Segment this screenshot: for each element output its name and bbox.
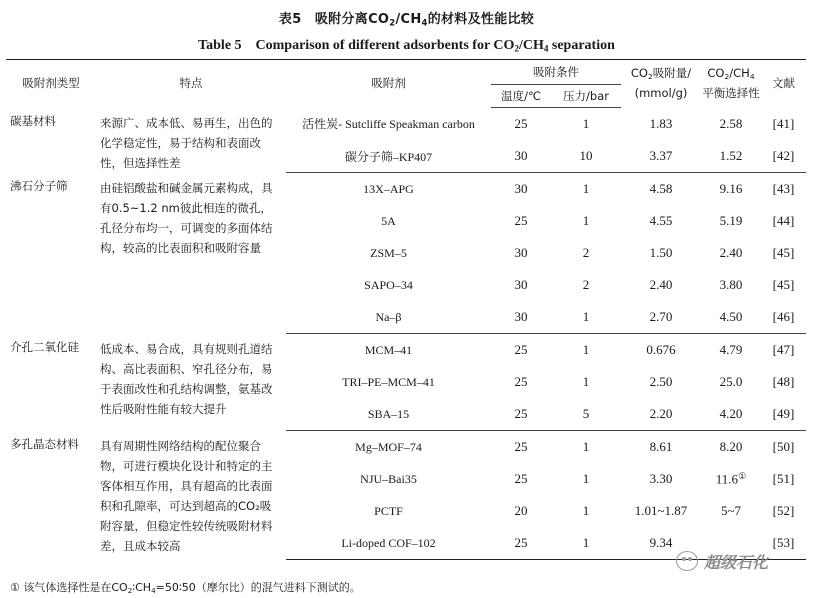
table-title-en: Table 5 Comparison of different adsorbents for $CO_2/CH_4$ separation (198, 38, 615, 54)
comparison-table (6, 59, 806, 560)
adsorbent-cell: Mg–MOF–74 (355, 439, 422, 454)
selectivity-cell: 3.80 (719, 277, 743, 292)
capacity-cell: 2.40 (649, 277, 673, 292)
ref-cell: [49] (761, 398, 806, 431)
selectivity-cell: 4.20 (701, 398, 761, 431)
features-cell: 由硅铝酸盐和碱金属元素构成，具有0.5~1.2 nm彼此相连的微孔，孔径分布均一，可调变的多面体结构，较高的比表面积和吸附容量 (100, 180, 273, 255)
watermark-text: 超级石化 (704, 552, 769, 572)
temp-cell: 25 (514, 471, 528, 486)
header-conditions: 吸附条件 (491, 60, 621, 85)
header-category: 吸附剂类型 (6, 60, 96, 108)
adsorbent-cell: PCTF (374, 503, 403, 518)
ref-cell: [42] (761, 140, 806, 173)
temp-cell: 25 (514, 116, 528, 131)
capacity-cell: 4.58 (649, 181, 673, 196)
capacity-cell: 3.37 (621, 140, 701, 173)
pressure-cell: 5 (551, 398, 621, 431)
pressure-cell: 1 (582, 213, 590, 228)
pressure-cell: 2 (582, 277, 590, 292)
ref-cell: [44] (772, 213, 795, 228)
pressure-cell: 1 (551, 527, 621, 560)
adsorbent-cell: 活性炭- Sutcliffe Speakman carbon (302, 117, 475, 132)
pressure-cell: 1 (582, 374, 590, 389)
header-reference: 文献 (761, 60, 806, 108)
ref-cell: [43] (772, 181, 795, 196)
ref-cell: [52] (772, 503, 795, 518)
footnote-marker: ① (738, 470, 747, 481)
pressure-cell: 1 (582, 116, 590, 131)
capacity-cell: 2.70 (621, 301, 701, 334)
ref-cell: [53] (761, 527, 806, 560)
features-cell: 具有周期性网络结构的配位聚合物，可进行模块化设计和特定的主客体相互作用，具有超高的比表面积和孔隙率，可达到超高的CO₂吸附容量，但稳定性较传统吸附材料差，且成本较高 (100, 438, 273, 553)
table-title-zh: 表5 吸附分离$CO_2/CH_4$的材料及性能比较 (278, 12, 535, 28)
category-cell: 碳基材料 (10, 113, 56, 128)
table-row (6, 108, 806, 141)
selectivity-cell: 25.0 (719, 374, 743, 389)
adsorbent-cell: TRI–PE–MCM–41 (342, 374, 435, 389)
wechat-icon (676, 551, 698, 571)
pressure-cell: 2 (582, 245, 590, 260)
pressure-cell: 1 (582, 181, 590, 196)
header-temperature: 温度/℃ (491, 85, 551, 108)
capacity-cell: 3.30 (649, 471, 673, 486)
ref-cell: [46] (761, 301, 806, 334)
pressure-cell: 1 (582, 503, 590, 518)
table-row (6, 334, 806, 367)
adsorbent-cell: MCM–41 (364, 342, 413, 357)
selectivity-cell: 2.58 (719, 115, 743, 131)
temp-cell: 30 (514, 181, 528, 196)
adsorbent-cell: 13X–APG (363, 181, 414, 196)
temp-cell: 30 (514, 277, 528, 292)
temp-cell: 25 (514, 342, 528, 357)
selectivity-cell: 5~7 (720, 503, 742, 518)
features-cell: 低成本、易合成，具有规则孔道结构、高比表面积、窄孔径分布，易于表面改性和孔结构调整，氨基改性后吸附性能有较大提升 (100, 341, 273, 416)
selectivity-cell: 8.20 (719, 439, 743, 454)
footnote: ① 该气体选择性是在$CO_2∶CH_4=50∶50$（摩尔比）的混气进料下测试的。 (10, 581, 361, 596)
temp-cell: 25 (514, 439, 528, 454)
category-cell: 多孔晶态材料 (10, 436, 79, 451)
adsorbent-cell: Li-doped COF–102 (286, 527, 491, 560)
header-adsorbent: 吸附剂 (286, 60, 491, 108)
capacity-cell: 1.01~1.87 (634, 503, 688, 518)
pressure-cell: 1 (582, 439, 590, 454)
selectivity-cell: 2.40 (719, 245, 743, 260)
capacity-cell: 9.34 (621, 527, 701, 560)
ref-cell: [45] (772, 277, 795, 292)
pressure-cell: 1 (551, 301, 621, 334)
selectivity-cell: 9.16 (719, 181, 743, 196)
temp-cell: 25 (514, 374, 528, 389)
capacity-cell: 1.50 (649, 245, 673, 260)
adsorbent-cell: 5A (381, 213, 396, 228)
adsorbent-cell: ZSM–5 (370, 245, 407, 260)
adsorbent-cell: SAPO–34 (364, 277, 413, 292)
pressure-cell: 1 (582, 471, 590, 486)
temp-cell: 25 (491, 527, 551, 560)
category-cell: 介孔二氧化硅 (10, 339, 79, 354)
temp-cell: 30 (491, 140, 551, 173)
temp-cell: 25 (491, 398, 551, 431)
ref-cell: [47] (772, 342, 795, 357)
adsorbent-cell: SBA–15 (286, 398, 491, 431)
temp-cell: 30 (491, 301, 551, 334)
ref-cell: [41] (772, 115, 795, 131)
adsorbent-cell: NJU–Bai35 (360, 471, 417, 486)
temp-cell: 25 (514, 213, 528, 228)
selectivity-cell: 4.50 (701, 301, 761, 334)
adsorbent-cell: 碳分子筛–KP407 (286, 140, 491, 173)
capacity-cell: 2.50 (649, 374, 673, 389)
capacity-cell: 0.676 (646, 342, 676, 357)
capacity-cell: 4.55 (649, 213, 673, 228)
ref-cell: [48] (772, 374, 795, 389)
table-row (6, 173, 806, 206)
selectivity-cell: 11.6① (715, 470, 747, 487)
pressure-cell: 1 (582, 342, 590, 357)
ref-cell: [51] (772, 471, 795, 486)
adsorbent-cell: Na–β (286, 301, 491, 334)
capacity-cell: 2.20 (621, 398, 701, 431)
watermark (676, 549, 806, 573)
temp-cell: 20 (514, 503, 528, 518)
header-capacity: $CO_2$吸附量/ (mmol/g) (621, 60, 701, 108)
capacity-cell: 8.61 (649, 439, 673, 454)
temp-cell: 30 (514, 245, 528, 260)
capacity-cell: 1.83 (649, 115, 673, 131)
table-row (6, 431, 806, 464)
ref-cell: [50] (772, 439, 795, 454)
selectivity-cell: 4.79 (719, 342, 743, 357)
header-features: 特点 (96, 60, 286, 108)
category-cell: 沸石分子筛 (10, 178, 68, 193)
features-cell: 来源广、成本低、易再生，出色的化学稳定性，易于结构和表面改性，但选择性差 (100, 115, 273, 170)
selectivity-cell: 5.19 (719, 213, 743, 228)
pressure-cell: 10 (551, 140, 621, 173)
header-selectivity: $CO_2/CH_4$ 平衡选择性 (701, 60, 761, 108)
header-pressure: 压力/bar (551, 85, 621, 108)
selectivity-cell: 1.52 (701, 140, 761, 173)
ref-cell: [45] (772, 245, 795, 260)
